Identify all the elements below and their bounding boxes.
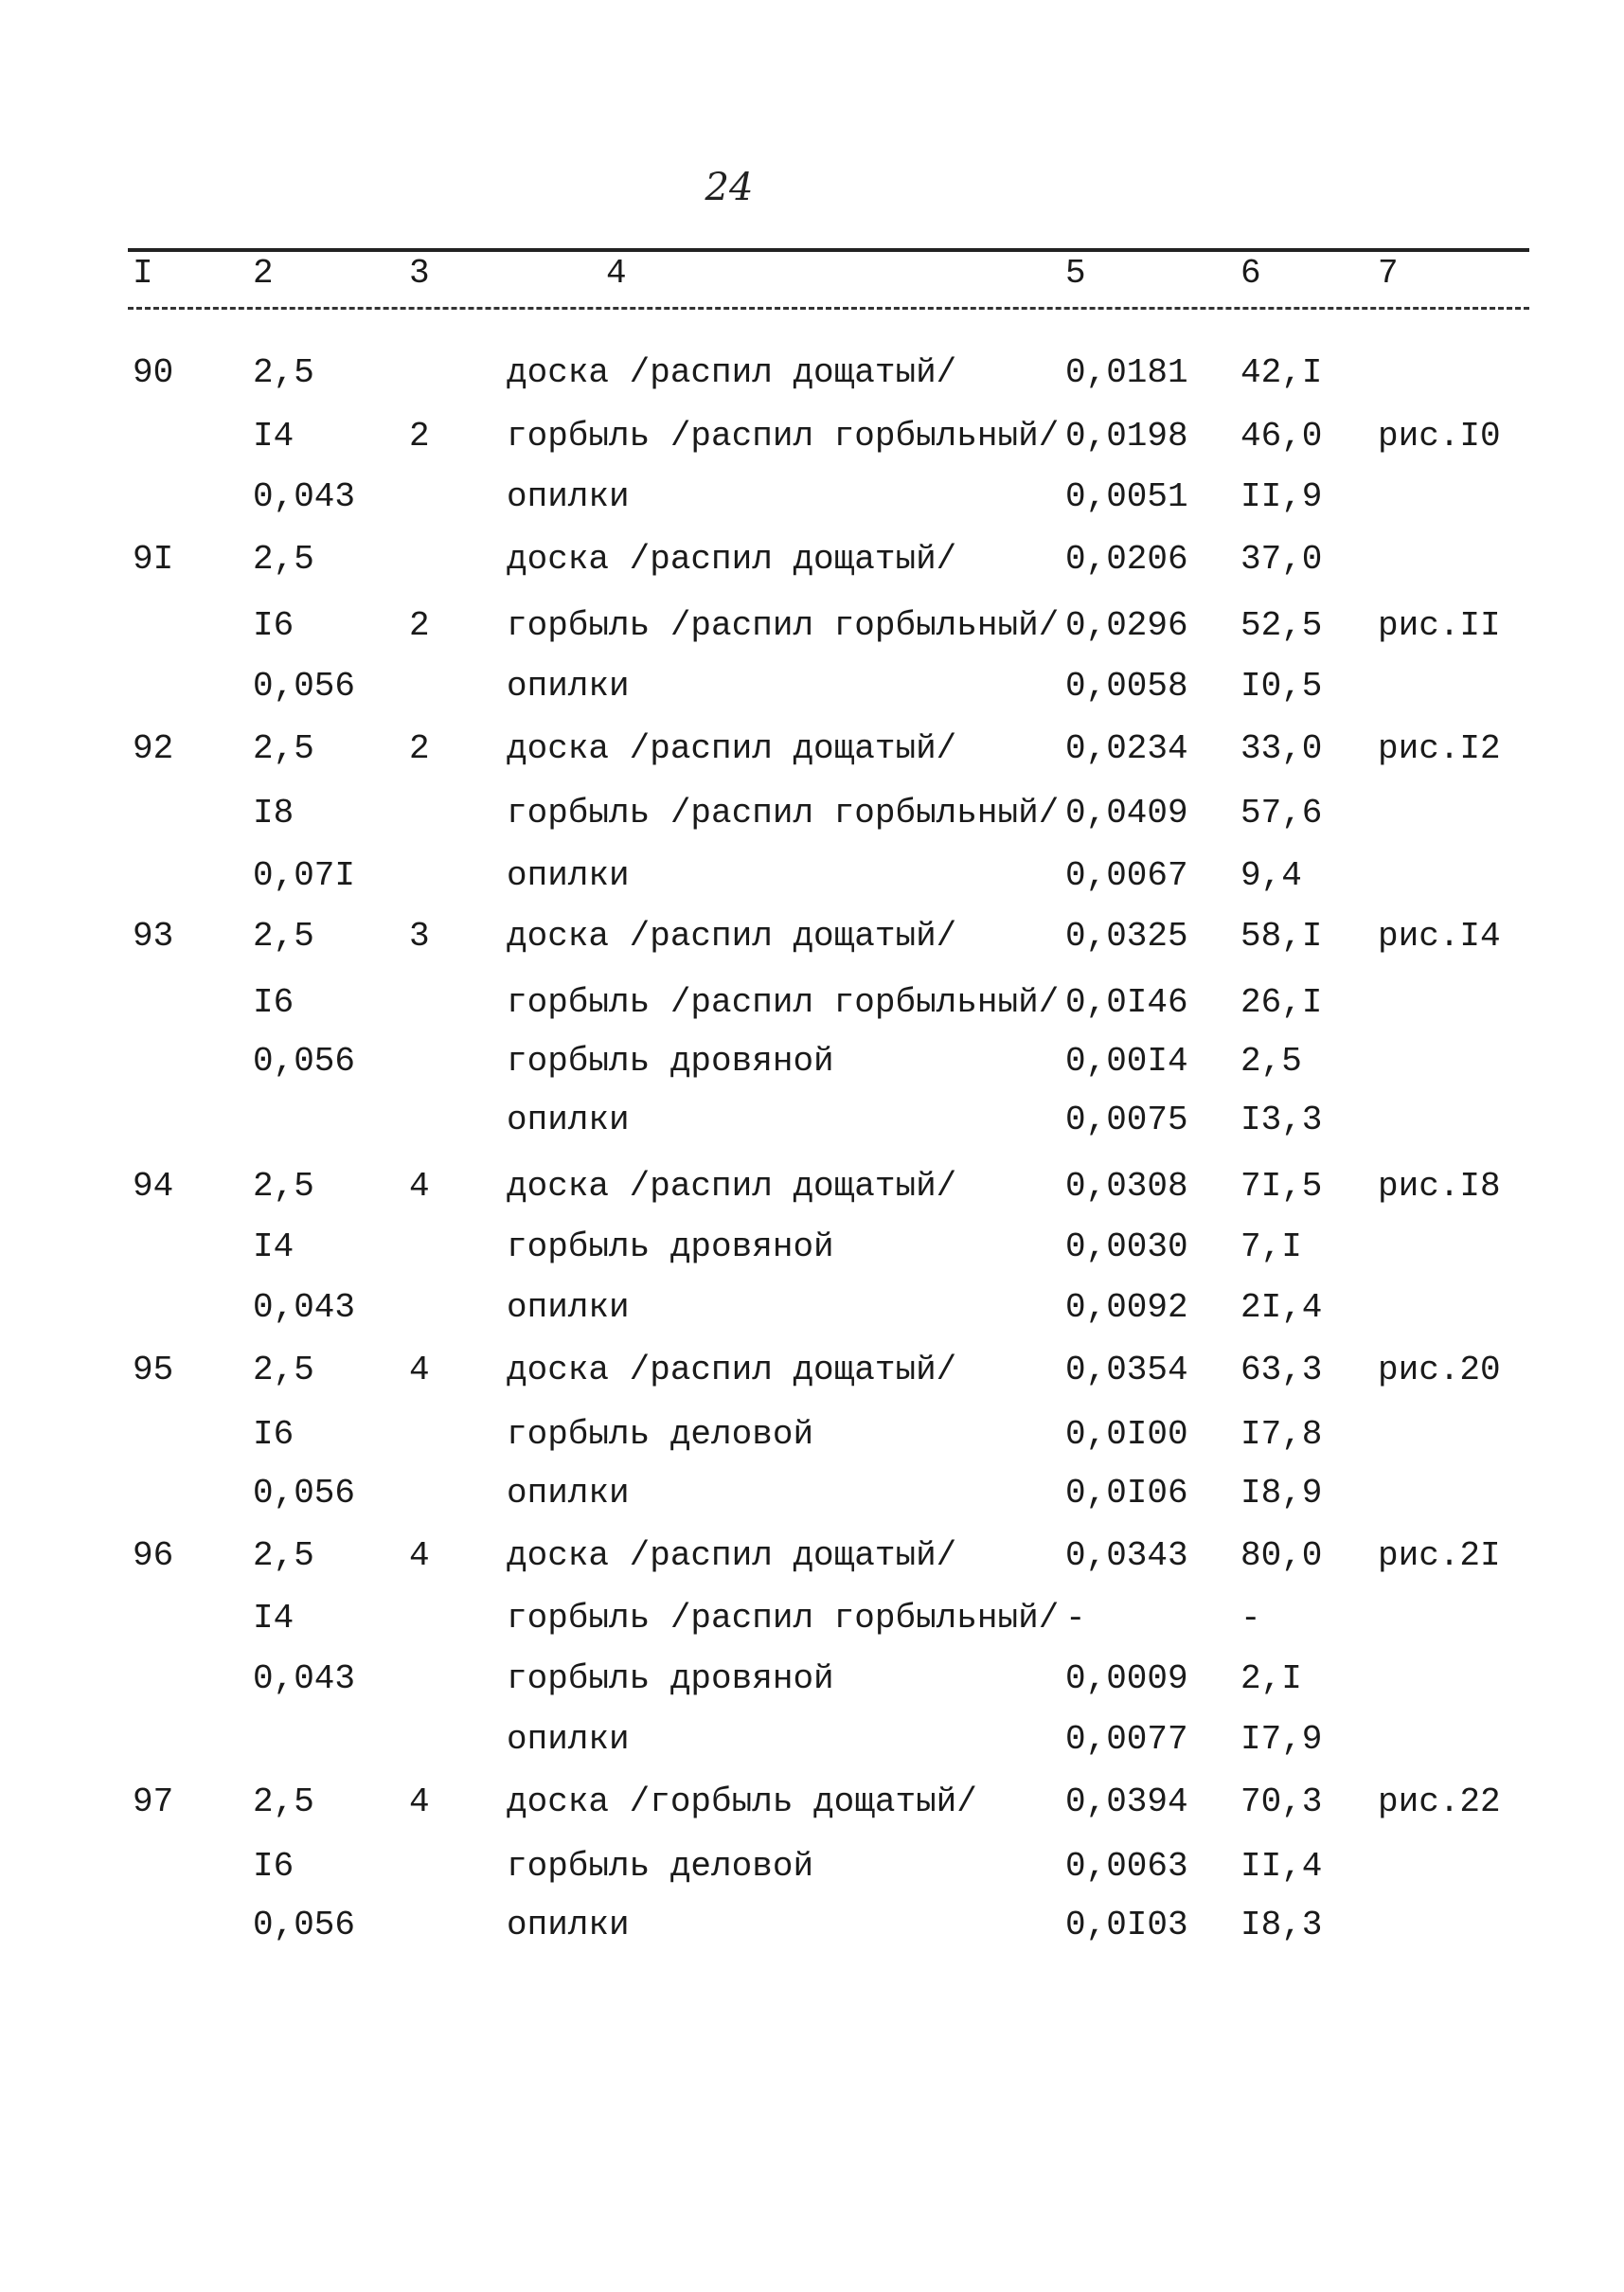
table-cell-col2: I4 xyxy=(253,417,294,456)
table-top-rule xyxy=(128,248,1529,252)
table-cell-col5: 0,0I06 xyxy=(1065,1474,1188,1513)
table-cell-col4: горбыль /распил горбыльный/ xyxy=(507,794,1060,833)
table-cell-col6: I8,3 xyxy=(1240,1906,1323,1944)
table-cell-col4: горбыль /распил горбыльный/ xyxy=(507,606,1060,645)
table-row xyxy=(0,1415,1624,1472)
table-cell-col5: 0,0092 xyxy=(1065,1288,1188,1327)
table-cell-col7: рис.2I xyxy=(1378,1536,1501,1575)
table-cell-col3: 4 xyxy=(409,1167,430,1206)
table-cell-col6: I0,5 xyxy=(1240,667,1323,706)
table-cell-col5: 0,0I00 xyxy=(1065,1415,1188,1454)
table-cell-col4: горбыль дровяной xyxy=(507,1042,834,1081)
table-cell-col6: 58,I xyxy=(1240,917,1323,956)
table-header-row xyxy=(0,254,1624,301)
table-cell-col4: опилки xyxy=(507,667,630,706)
table-cell-col2: 0,043 xyxy=(253,1288,356,1327)
table-cell-col4: доска /горбыль дощатый/ xyxy=(507,1782,977,1821)
table-cell-col1: 95 xyxy=(133,1351,174,1389)
table-cell-col4: горбыль деловой xyxy=(507,1415,814,1454)
table-row xyxy=(0,1782,1624,1839)
table-cell-col6: 57,6 xyxy=(1240,794,1323,833)
table-cell-col2: I6 xyxy=(253,1415,294,1454)
table-cell-col4: горбыль деловой xyxy=(507,1847,814,1886)
table-row xyxy=(0,1474,1624,1531)
table-cell-col4: доска /распил дощатый/ xyxy=(507,540,957,579)
table-cell-col7: рис.20 xyxy=(1378,1351,1501,1389)
table-cell-col6: II,4 xyxy=(1240,1847,1323,1886)
table-cell-col3: 3 xyxy=(409,917,430,956)
column-header-3: 3 xyxy=(409,254,430,293)
table-cell-col4: горбыль /распил горбыльный/ xyxy=(507,983,1060,1022)
table-cell-col4: горбыль /распил горбыльный/ xyxy=(507,417,1060,456)
table-cell-col6: 70,3 xyxy=(1240,1782,1323,1821)
table-header-rule xyxy=(128,307,1529,310)
table-cell-col4: горбыль дровяной xyxy=(507,1227,834,1266)
table-cell-col1: 92 xyxy=(133,729,174,768)
table-cell-col4: горбыль дровяной xyxy=(507,1659,834,1698)
table-cell-col6: 9,4 xyxy=(1240,856,1302,895)
table-row xyxy=(0,1599,1624,1656)
table-cell-col4: опилки xyxy=(507,477,630,516)
table-cell-col2: 2,5 xyxy=(253,1351,314,1389)
table-cell-col6: - xyxy=(1240,1599,1261,1638)
table-cell-col2: 0,056 xyxy=(253,1906,356,1944)
table-cell-col6: 63,3 xyxy=(1240,1351,1323,1389)
table-cell-col6: II,9 xyxy=(1240,477,1323,516)
table-cell-col6: 2I,4 xyxy=(1240,1288,1323,1327)
table-row xyxy=(0,1167,1624,1224)
table-cell-col2: 2,5 xyxy=(253,729,314,768)
table-cell-col5: 0,0206 xyxy=(1065,540,1188,579)
table-cell-col7: рис.I8 xyxy=(1378,1167,1501,1206)
table-cell-col5: 0,0067 xyxy=(1065,856,1188,895)
table-cell-col3: 2 xyxy=(409,606,430,645)
table-cell-col6: 2,5 xyxy=(1240,1042,1302,1081)
table-cell-col2: I8 xyxy=(253,794,294,833)
table-cell-col4: доска /распил дощатый/ xyxy=(507,353,957,392)
table-cell-col5: - xyxy=(1065,1599,1086,1638)
table-row xyxy=(0,353,1624,410)
table-cell-col4: опилки xyxy=(507,1720,630,1759)
table-cell-col6: I8,9 xyxy=(1240,1474,1323,1513)
table-cell-col5: 0,0075 xyxy=(1065,1101,1188,1139)
table-cell-col2: 0,043 xyxy=(253,1659,356,1698)
table-cell-col6: 46,0 xyxy=(1240,417,1323,456)
table-row xyxy=(0,917,1624,974)
table-row xyxy=(0,477,1624,534)
table-cell-col5: 0,0354 xyxy=(1065,1351,1188,1389)
table-cell-col6: 37,0 xyxy=(1240,540,1323,579)
table-cell-col5: 0,0343 xyxy=(1065,1536,1188,1575)
table-cell-col3: 2 xyxy=(409,417,430,456)
table-cell-col6: 42,I xyxy=(1240,353,1323,392)
table-cell-col6: 52,5 xyxy=(1240,606,1323,645)
table-cell-col5: 0,0058 xyxy=(1065,667,1188,706)
table-cell-col4: опилки xyxy=(507,856,630,895)
table-cell-col6: I7,8 xyxy=(1240,1415,1323,1454)
table-cell-col1: 96 xyxy=(133,1536,174,1575)
table-cell-col7: рис.I4 xyxy=(1378,917,1501,956)
table-cell-col6: I7,9 xyxy=(1240,1720,1323,1759)
column-header-6: 6 xyxy=(1240,254,1261,293)
table-cell-col4: доска /распил дощатый/ xyxy=(507,1351,957,1389)
table-cell-col4: доска /распил дощатый/ xyxy=(507,729,957,768)
table-cell-col5: 0,0077 xyxy=(1065,1720,1188,1759)
table-cell-col5: 0,0409 xyxy=(1065,794,1188,833)
table-cell-col2: 0,043 xyxy=(253,477,356,516)
table-cell-col7: рис.II xyxy=(1378,606,1501,645)
table-cell-col7: рис.22 xyxy=(1378,1782,1501,1821)
table-cell-col2: 2,5 xyxy=(253,353,314,392)
table-cell-col1: 94 xyxy=(133,1167,174,1206)
table-row xyxy=(0,856,1624,913)
table-cell-col2: 0,056 xyxy=(253,667,356,706)
table-cell-col5: 0,0198 xyxy=(1065,417,1188,456)
table-cell-col2: 2,5 xyxy=(253,1536,314,1575)
table-cell-col3: 4 xyxy=(409,1782,430,1821)
table-cell-col5: 0,0I03 xyxy=(1065,1906,1188,1944)
table-cell-col2: 0,056 xyxy=(253,1474,356,1513)
table-cell-col6: 33,0 xyxy=(1240,729,1323,768)
table-cell-col1: 93 xyxy=(133,917,174,956)
table-cell-col2: 2,5 xyxy=(253,1782,314,1821)
table-cell-col2: 0,056 xyxy=(253,1042,356,1081)
table-cell-col4: доска /распил дощатый/ xyxy=(507,1167,957,1206)
table-row xyxy=(0,1101,1624,1157)
table-cell-col5: 0,0394 xyxy=(1065,1782,1188,1821)
table-cell-col4: доска /распил дощатый/ xyxy=(507,917,957,956)
table-cell-col4: опилки xyxy=(507,1906,630,1944)
table-row xyxy=(0,417,1624,474)
table-cell-col6: 26,I xyxy=(1240,983,1323,1022)
table-cell-col5: 0,0063 xyxy=(1065,1847,1188,1886)
table-row xyxy=(0,1659,1624,1716)
table-cell-col2: 2,5 xyxy=(253,540,314,579)
page-number: 24 xyxy=(705,166,754,209)
table-row xyxy=(0,729,1624,786)
table-cell-col4: доска /распил дощатый/ xyxy=(507,1536,957,1575)
table-cell-col1: 97 xyxy=(133,1782,174,1821)
table-cell-col5: 0,00I4 xyxy=(1065,1042,1188,1081)
column-header-1: I xyxy=(133,254,153,293)
table-row xyxy=(0,1351,1624,1407)
table-cell-col5: 0,0I46 xyxy=(1065,983,1188,1022)
table-cell-col5: 0,0296 xyxy=(1065,606,1188,645)
table-cell-col3: 4 xyxy=(409,1536,430,1575)
table-cell-col2: 2,5 xyxy=(253,917,314,956)
table-cell-col1: 9I xyxy=(133,540,174,579)
table-cell-col4: опилки xyxy=(507,1474,630,1513)
table-cell-col6: I3,3 xyxy=(1240,1101,1323,1139)
table-cell-col6: 7,I xyxy=(1240,1227,1302,1266)
table-cell-col5: 0,0308 xyxy=(1065,1167,1188,1206)
table-row xyxy=(0,1042,1624,1099)
table-cell-col2: I6 xyxy=(253,606,294,645)
table-row xyxy=(0,1536,1624,1593)
table-cell-col2: I6 xyxy=(253,1847,294,1886)
table-row xyxy=(0,983,1624,1040)
table-cell-col6: 2,I xyxy=(1240,1659,1302,1698)
table-cell-col3: 2 xyxy=(409,729,430,768)
column-header-4: 4 xyxy=(606,254,627,293)
table-cell-col4: горбыль /распил горбыльный/ xyxy=(507,1599,1060,1638)
table-cell-col2: I4 xyxy=(253,1599,294,1638)
table-cell-col7: рис.I2 xyxy=(1378,729,1501,768)
table-row xyxy=(0,1847,1624,1904)
table-cell-col2: 0,07I xyxy=(253,856,356,895)
column-header-5: 5 xyxy=(1065,254,1086,293)
table-cell-col6: 7I,5 xyxy=(1240,1167,1323,1206)
table-cell-col3: 4 xyxy=(409,1351,430,1389)
table-row xyxy=(0,667,1624,724)
table-cell-col5: 0,0009 xyxy=(1065,1659,1188,1698)
table-cell-col7: рис.I0 xyxy=(1378,417,1501,456)
table-cell-col1: 90 xyxy=(133,353,174,392)
table-row xyxy=(0,540,1624,597)
table-cell-col5: 0,0181 xyxy=(1065,353,1188,392)
table-cell-col4: опилки xyxy=(507,1288,630,1327)
table-cell-col5: 0,0325 xyxy=(1065,917,1188,956)
table-row xyxy=(0,794,1624,851)
table-cell-col5: 0,0030 xyxy=(1065,1227,1188,1266)
table-cell-col2: I6 xyxy=(253,983,294,1022)
table-cell-col5: 0,0234 xyxy=(1065,729,1188,768)
table-row xyxy=(0,606,1624,663)
table-cell-col2: 2,5 xyxy=(253,1167,314,1206)
table-row xyxy=(0,1288,1624,1345)
table-cell-col2: I4 xyxy=(253,1227,294,1266)
table-cell-col6: 80,0 xyxy=(1240,1536,1323,1575)
column-header-2: 2 xyxy=(253,254,274,293)
table-cell-col5: 0,0051 xyxy=(1065,477,1188,516)
table-row xyxy=(0,1906,1624,1962)
table-row xyxy=(0,1227,1624,1284)
column-header-7: 7 xyxy=(1378,254,1399,293)
table-cell-col4: опилки xyxy=(507,1101,630,1139)
table-row xyxy=(0,1720,1624,1777)
